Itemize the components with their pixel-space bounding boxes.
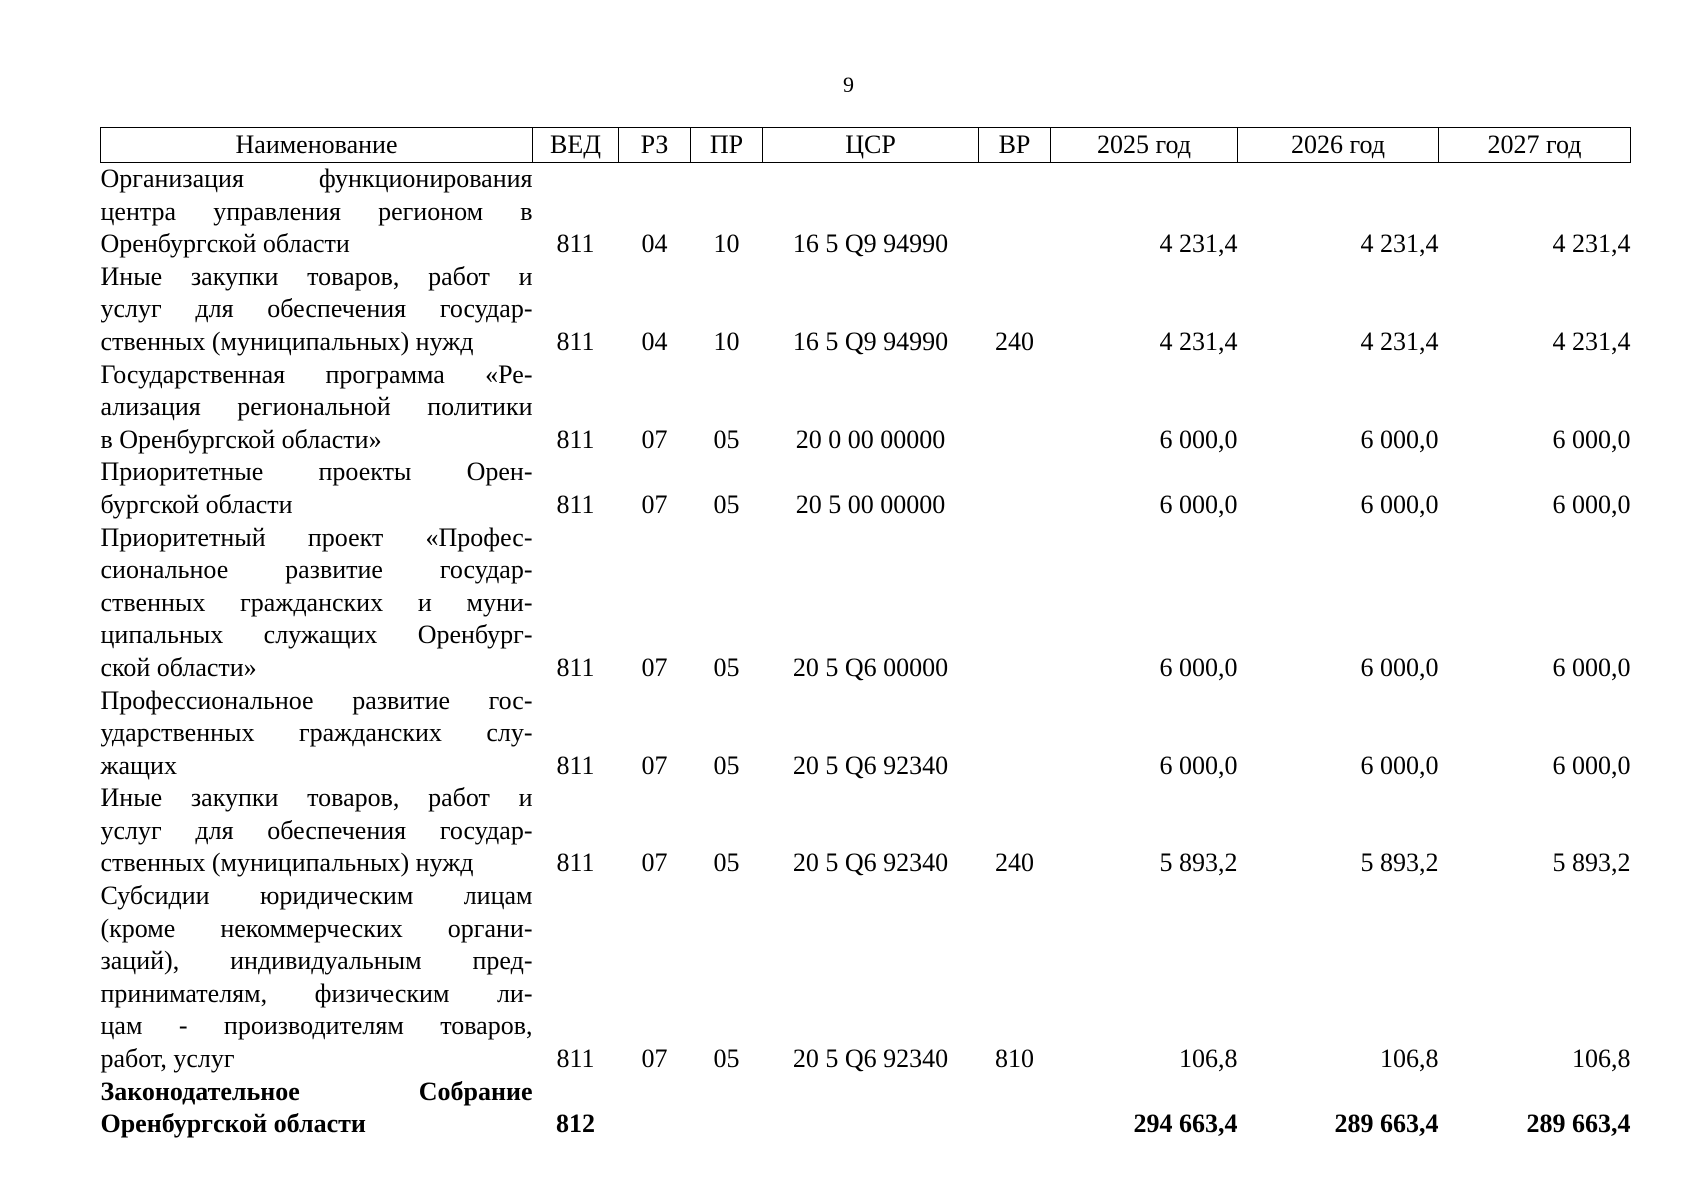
header-csr: ЦСР <box>763 128 979 163</box>
pr-cell <box>691 1076 763 1141</box>
header-pr: ПР <box>691 128 763 163</box>
header-ved: ВЕД <box>533 128 619 163</box>
header-rz: РЗ <box>619 128 691 163</box>
amount-2027-cell: 6 000,0 <box>1552 652 1631 682</box>
csr-cell: 20 5 Q6 92340 <box>792 848 949 878</box>
amount-2025-cell: 6 000,0 <box>1159 652 1238 682</box>
vr-cell <box>979 1076 1051 1141</box>
row-name-line: бургской области <box>100 489 293 519</box>
row-name-line: Профессиональное развитие гос- <box>100 685 533 715</box>
row-name-cell <box>101 261 533 359</box>
row-name-line: центра управления регионом в <box>100 196 533 226</box>
amount-2025-cell: 106,8 <box>1179 1044 1238 1074</box>
row-name-line: в Оренбургской области» <box>100 424 382 454</box>
row-name-line: заций), индивидуальным пред- <box>100 946 533 976</box>
rz-cell: 07 <box>641 750 668 780</box>
amount-2025-cell: 4 231,4 <box>1159 326 1238 356</box>
amount-2027-cell: 6 000,0 <box>1552 750 1631 780</box>
row-name-line: услуг для обеспечения государ- <box>100 815 533 845</box>
vr-cell: 240 <box>995 326 1034 356</box>
rz-cell <box>619 1076 691 1141</box>
amount-2025-cell: 6 000,0 <box>1159 750 1238 780</box>
rz-cell: 07 <box>641 424 668 454</box>
header-2026: 2026 год <box>1238 128 1439 163</box>
rz-cell: 04 <box>641 326 668 356</box>
row-name-line: принимателям, физическим ли- <box>100 978 533 1008</box>
ved-cell: 811 <box>556 750 595 780</box>
vr-cell: 810 <box>995 1044 1034 1074</box>
pr-cell: 05 <box>713 489 740 519</box>
csr-cell: 16 5 Q9 94990 <box>792 326 949 356</box>
row-name-line: услуг для обеспечения государ- <box>100 294 533 324</box>
row-name-line: ственных (муниципальных) нужд <box>100 848 474 878</box>
rz-cell: 07 <box>641 848 668 878</box>
amount-2026-cell: 289 663,4 <box>1334 1109 1439 1139</box>
ved-cell: 811 <box>556 229 595 259</box>
row-name-line: цам - производителям товаров, <box>100 1011 533 1041</box>
pr-cell: 10 <box>713 229 740 259</box>
ved-cell: 812 <box>556 1109 595 1139</box>
row-name-line: сиональное развитие государ- <box>100 555 533 585</box>
row-name-line: ской области» <box>100 652 257 682</box>
pr-cell: 05 <box>713 652 740 682</box>
csr-cell: 16 5 Q9 94990 <box>792 229 949 259</box>
csr-cell: 20 5 Q6 92340 <box>792 1044 949 1074</box>
csr-cell: 20 5 Q6 00000 <box>792 652 949 682</box>
pr-cell: 10 <box>713 326 740 356</box>
row-name-line: ализация региональной политики <box>100 392 533 422</box>
amount-2026-cell: 4 231,4 <box>1360 229 1439 259</box>
row-name-line: Организация функционирования <box>100 164 533 193</box>
csr-cell: 20 5 00 00000 <box>795 489 946 519</box>
amount-2025-cell: 6 000,0 <box>1159 489 1238 519</box>
row-name-line: Оренбургской области <box>100 229 350 259</box>
amount-2027-cell: 289 663,4 <box>1526 1109 1631 1139</box>
vr-cell <box>979 456 1051 521</box>
pr-cell: 05 <box>713 424 740 454</box>
row-name-cell <box>101 685 533 783</box>
row-name-cell <box>101 782 533 880</box>
table-row <box>101 261 1631 359</box>
rz-cell: 07 <box>641 1044 668 1074</box>
vr-cell <box>979 685 1051 783</box>
budget-table <box>100 127 1631 1141</box>
row-name-line: ственных гражданских и муни- <box>100 587 533 617</box>
amount-2026-cell: 6 000,0 <box>1360 750 1439 780</box>
table-row <box>101 522 1631 685</box>
ved-cell: 811 <box>556 326 595 356</box>
amount-2026-cell: 6 000,0 <box>1360 424 1439 454</box>
row-name-cell <box>101 522 533 685</box>
row-name-cell <box>101 456 533 521</box>
ved-cell: 811 <box>556 424 595 454</box>
row-name-cell <box>101 359 533 457</box>
amount-2025-cell: 294 663,4 <box>1133 1109 1238 1139</box>
table-header-row <box>101 128 1631 163</box>
pr-cell: 05 <box>713 1044 740 1074</box>
row-name-cell <box>101 1076 533 1141</box>
row-name-line: (кроме некоммерческих органи- <box>100 913 533 943</box>
rz-cell: 04 <box>641 229 668 259</box>
csr-cell <box>763 1076 979 1141</box>
table-row <box>101 456 1631 521</box>
vr-cell <box>979 522 1051 685</box>
amount-2027-cell: 4 231,4 <box>1552 229 1631 259</box>
row-name-line: Иные закупки товаров, работ и <box>100 783 533 813</box>
ved-cell: 811 <box>556 1044 595 1074</box>
csr-cell: 20 5 Q6 92340 <box>792 750 949 780</box>
row-name-line: ударственных гражданских слу- <box>100 718 533 748</box>
rz-cell: 07 <box>641 652 668 682</box>
csr-cell: 20 0 00 00000 <box>795 424 946 454</box>
row-name-line: Субсидии юридическим лицам <box>100 881 533 911</box>
amount-2025-cell: 5 893,2 <box>1159 848 1238 878</box>
row-name-line: Законодательное Собрание <box>100 1076 533 1106</box>
page-number: 9 <box>843 72 854 97</box>
row-name-line: работ, услуг <box>100 1044 235 1074</box>
row-name-line: ственных (муниципальных) нужд <box>100 326 474 356</box>
amount-2026-cell: 5 893,2 <box>1360 848 1439 878</box>
table-body <box>101 163 1631 1141</box>
row-name-line: ципальных служащих Оренбург- <box>100 620 533 650</box>
ved-cell: 811 <box>556 848 595 878</box>
rz-cell: 07 <box>641 489 668 519</box>
amount-2026-cell: 4 231,4 <box>1360 326 1439 356</box>
table-row <box>101 163 1631 261</box>
amount-2025-cell: 6 000,0 <box>1159 424 1238 454</box>
header-2027: 2027 год <box>1439 128 1631 163</box>
table-row <box>101 359 1631 457</box>
amount-2026-cell: 106,8 <box>1380 1044 1439 1074</box>
row-name-line: жащих <box>100 750 177 780</box>
table-row <box>101 1076 1631 1141</box>
amount-2027-cell: 6 000,0 <box>1552 489 1631 519</box>
vr-cell: 240 <box>995 848 1034 878</box>
header-name: Наименование <box>101 128 533 163</box>
row-name-line: Приоритетный проект «Профес- <box>100 522 533 552</box>
amount-2027-cell: 5 893,2 <box>1552 848 1631 878</box>
row-name-line: Оренбургской области <box>100 1109 366 1139</box>
amount-2027-cell: 106,8 <box>1572 1044 1631 1074</box>
amount-2027-cell: 6 000,0 <box>1552 424 1631 454</box>
table-row <box>101 880 1631 1076</box>
amount-2026-cell: 6 000,0 <box>1360 489 1439 519</box>
row-name-cell <box>101 163 533 261</box>
row-name-line: Иные закупки товаров, работ и <box>100 261 533 291</box>
amount-2026-cell: 6 000,0 <box>1360 652 1439 682</box>
amount-2025-cell: 4 231,4 <box>1159 229 1238 259</box>
table-row <box>101 782 1631 880</box>
vr-cell <box>979 359 1051 457</box>
table-row <box>101 685 1631 783</box>
row-name-line: Государственная программа «Ре- <box>100 359 533 389</box>
row-name-cell <box>101 880 533 1076</box>
row-name-line: Приоритетные проекты Орен- <box>100 457 533 487</box>
pr-cell: 05 <box>713 848 740 878</box>
header-vr: ВР <box>979 128 1051 163</box>
header-2025: 2025 год <box>1051 128 1238 163</box>
ved-cell: 811 <box>556 652 595 682</box>
vr-cell <box>979 163 1051 261</box>
amount-2027-cell: 4 231,4 <box>1552 326 1631 356</box>
pr-cell: 05 <box>713 750 740 780</box>
ved-cell: 811 <box>556 489 595 519</box>
